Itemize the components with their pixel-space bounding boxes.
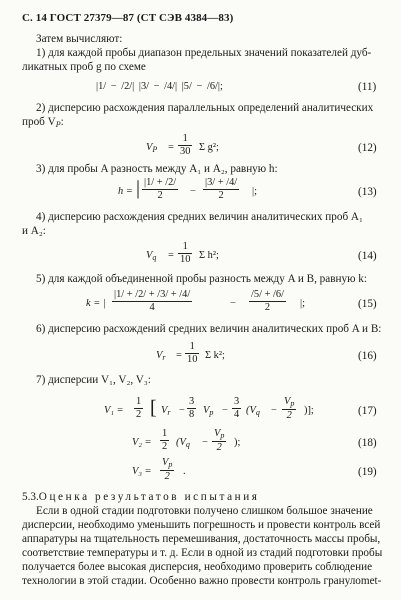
equation-17-minus-1: − [179, 405, 185, 416]
section-title: Оценка результатов испытания [38, 491, 260, 503]
item-4-line-2: и A₂: [22, 225, 46, 237]
equation-13-end: |; [252, 186, 257, 197]
equation-19-lhs: V₃ = [132, 466, 152, 477]
equation-16-equals: = [176, 350, 182, 361]
equation-17-number: (17) [358, 405, 377, 417]
equation-17-close: )]; [304, 405, 314, 416]
paragraph-line-6: технологии в этой стадии. Особенно важно провести контроль гранулomet- [22, 575, 382, 587]
paragraph-line-3: аппаратуры на тщательность перемешивания, достаточность массы пробы, [22, 533, 381, 545]
equation-18-fraction-2: $\frac{V_p}{2}$ [214, 428, 225, 453]
equation-12-number: (12) [358, 142, 377, 154]
intro-text: Затем вычисляют: [36, 33, 123, 45]
equation-13-fraction-1: $\frac{|1/ + /2/}{2}$ [144, 177, 177, 202]
item-2-line-1: 2) дисперсию расхождения параллельных определений аналитических [36, 102, 374, 114]
equation-14-fraction: $\frac{1}{10}$ [180, 241, 191, 266]
equation-17-term-1: $V_r$ [161, 405, 171, 417]
equation-15-lhs: k = | [86, 298, 106, 309]
equation-17-lhs: V₁ = [104, 405, 124, 416]
equation-17-paren: ($V_q$ [246, 405, 260, 417]
equation-15-end: |; [300, 298, 305, 309]
equation-15-fraction-2: $\frac{/5/ + /6/}{2}$ [251, 289, 284, 314]
equation-17-fraction-2: $\frac{3}{8}$ [189, 396, 195, 421]
item-4-line-1: 4) дисперсию расхождения средних величин аналитических проб A₁ [36, 211, 363, 223]
equation-13-open-bar: | [136, 177, 141, 199]
equation-16-number: (16) [358, 350, 377, 362]
equation-17-minus-2: − [222, 405, 228, 416]
paragraph-line-4: соответствие температуры и т. д. Если в одной из стадий подготовки пробы [22, 547, 383, 559]
equation-17-fraction-4: $\frac{V_p}{2}$ [284, 396, 295, 421]
equation-18-close: ); [234, 437, 241, 448]
equation-15-number: (15) [358, 298, 377, 310]
item-6: 6) дисперсию расхождений средних величин аналитических проб A и B: [36, 323, 382, 335]
equation-13-minus: − [190, 186, 196, 197]
equation-17-fraction-1: $\frac{1}{2}$ [136, 396, 142, 421]
item-1-line-2: ликатных проб g по схеме [22, 61, 146, 73]
paragraph-line-5: получается более высокая дисперсия, необходимо проверить соблюдение [22, 561, 373, 573]
item-2-text: проб V [22, 116, 56, 128]
equation-14-rhs: Σ h²; [199, 250, 219, 261]
section-heading [22, 491, 260, 504]
equation-16-lhs: $V_r$ [156, 350, 166, 362]
equation-17-term-2: $V_p$ [203, 405, 214, 417]
item-1-line-1: 1) для каждой пробы диапазон предельных значений показателей дуб- [36, 47, 372, 59]
equation-12-equals: = [168, 142, 174, 153]
equation-14-equals: = [168, 250, 174, 261]
equation-14-lhs: $V_q$ [146, 250, 157, 262]
equation-17-minus-3: − [271, 405, 277, 416]
equation-15-fraction-1: $\frac{|1/ + /2/ + /3/ + /4/}{4}$ [114, 289, 191, 314]
item-2-line-2: проб $V_P$: [22, 116, 64, 129]
equation-18-fraction-1: $\frac{1}{2}$ [162, 428, 168, 453]
item-2-subscript: P [55, 120, 61, 129]
equation-12-fraction: $\frac{1}{30}$ [180, 133, 191, 158]
paragraph-line-1: Если в одной стадии подготовки получено слишком большое значение [36, 505, 373, 517]
equation-15-minus: − [230, 298, 236, 309]
equation-12-rhs: Σ g²; [199, 142, 219, 153]
equation-18-minus: − [202, 437, 208, 448]
equation-12-lhs: $V_P$ [146, 142, 158, 154]
page-header: С. 14 ГОСТ 27379—87 (СТ СЭВ 4384—83) [22, 12, 234, 24]
equation-16-fraction: $\frac{1}{10}$ [187, 341, 198, 366]
item-3: 3) для пробы A разность между A₁ и A₂, равную h: [36, 163, 278, 175]
item-7: 7) дисперсии V₁, V₂, V₃: [36, 374, 151, 386]
equation-11: |1/ − /2/| |3/ − /4/| |5/ − /6/|; [96, 81, 223, 92]
equation-18-number: (18) [358, 437, 377, 449]
equation-17-fraction-3: $\frac{3}{4}$ [234, 396, 240, 421]
equation-17-open-bracket: [ [150, 397, 157, 419]
equation-18-lhs: V₂ = [132, 437, 152, 448]
equation-18-paren: ($V_q$ [176, 437, 190, 449]
equation-13-fraction-2: $\frac{|3/ + /4/}{2}$ [205, 177, 238, 202]
equation-11-number: (11) [358, 81, 377, 93]
equation-13-number: (13) [358, 186, 377, 198]
section-number: 5.3. [22, 491, 39, 503]
equation-14-number: (14) [358, 250, 377, 262]
equation-19-end: . [183, 466, 186, 477]
equation-19-fraction: $\frac{V_p}{2}$ [162, 457, 173, 482]
equation-16-rhs: Σ k²; [205, 350, 225, 361]
equation-13-lhs: h = [118, 186, 133, 197]
paragraph-line-2: дисперсии, необходимо уменьшить погрешность и провести контроль всей [22, 519, 381, 531]
item-5: 5) для каждой объединенной пробы разность между A и B, равную k: [36, 273, 367, 285]
equation-19-number: (19) [358, 466, 377, 478]
